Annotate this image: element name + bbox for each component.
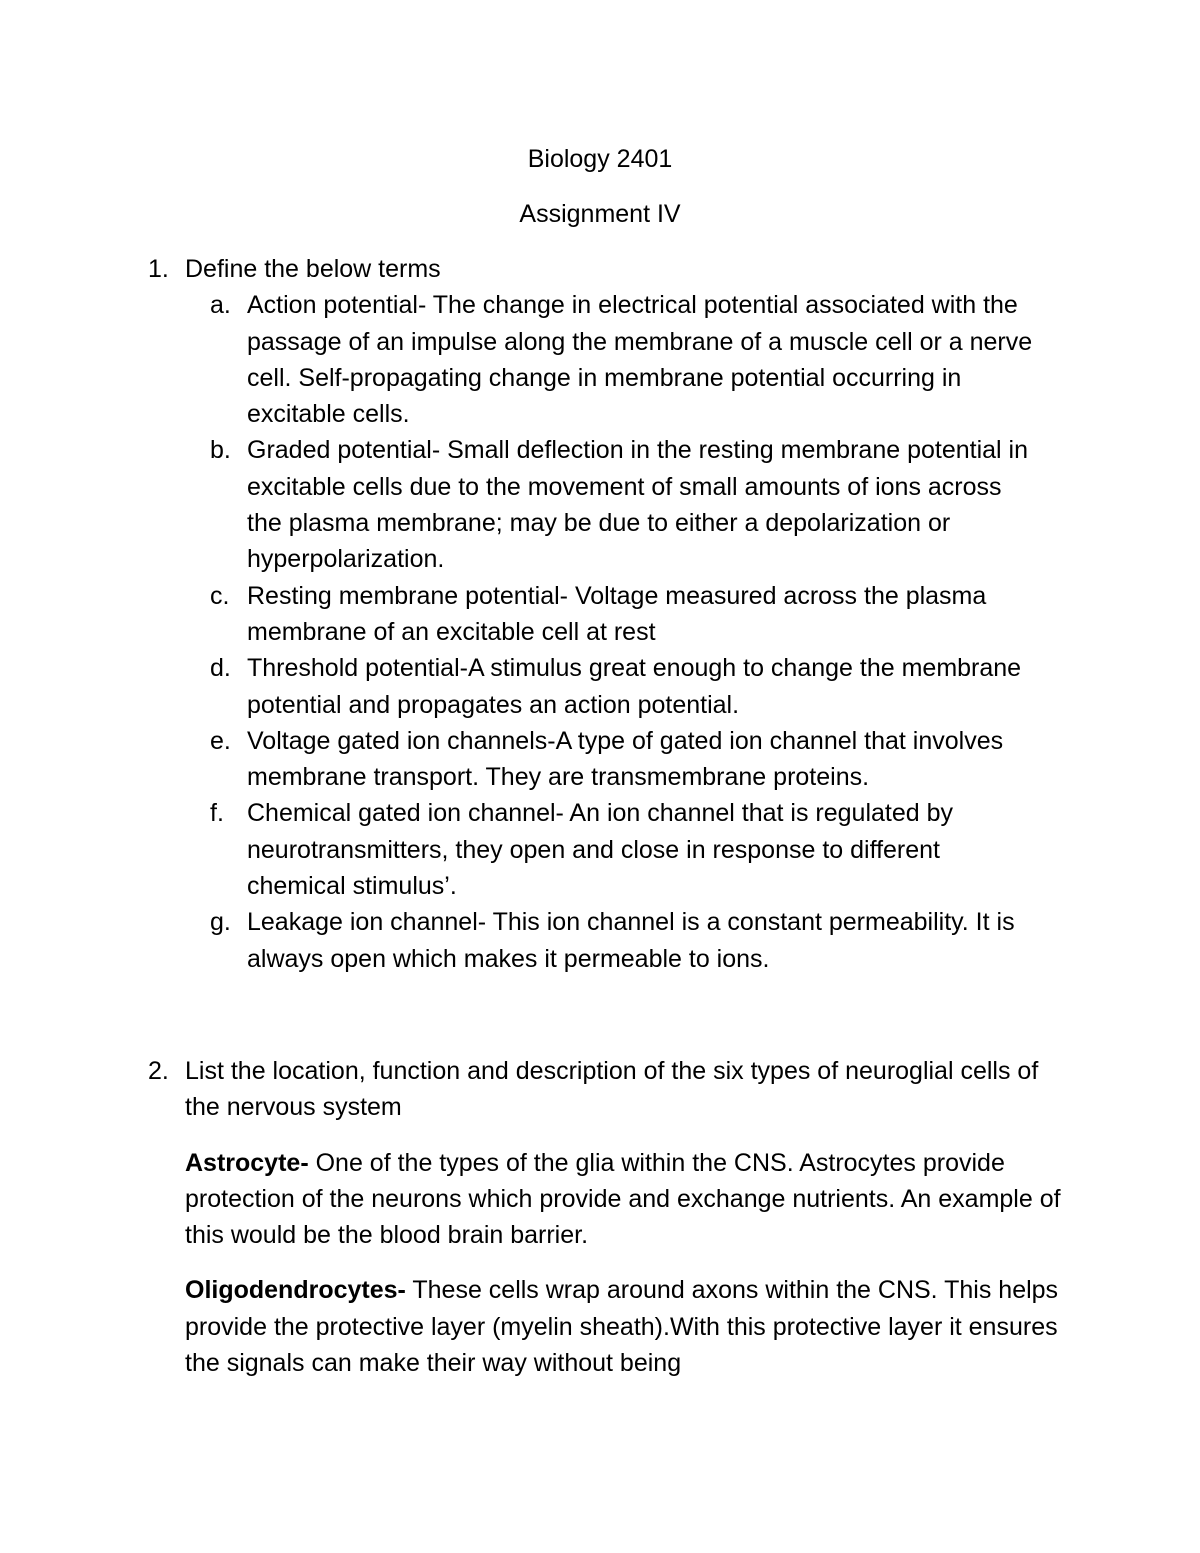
item-text: Voltage gated ion channels-A type of gated ion channel that involves membrane transport. They are transmembrane proteins. — [247, 726, 1004, 792]
item-letter: e. — [210, 726, 231, 755]
cell-text: One of the types of the glia within the CNS. Astrocytes provide protection of the neurons which provide and exchange nutrients. An example of this would be the blood brain barrier. — [185, 1148, 1061, 1250]
item-letter: a. — [210, 291, 231, 320]
cell-description-astrocyte — [185, 1145, 1065, 1254]
question-2 — [148, 1053, 1068, 1381]
definition-list — [148, 287, 1068, 977]
assignment-title: Assignment IV — [519, 200, 681, 228]
definition-item — [210, 578, 1037, 651]
question-text: List the location, function and description of the six types of neuroglial cells of the nervous system — [185, 1057, 1039, 1122]
item-text: Threshold potential-A stimulus great enough to change the membrane potential and propagates an action potential. — [247, 654, 1022, 719]
cell-term: Oligodendrocytes- — [185, 1276, 406, 1305]
definition-item — [210, 904, 1037, 977]
question-text: Define the below terms — [185, 255, 441, 283]
item-text: Chemical gated ion channel- An ion channel that is regulated by neurotransmitters, they open and close in response to different chemical stimulus’. — [247, 799, 954, 901]
cell-text: These cells wrap around axons within the CNS. This helps provide the protective layer (myelin sheath).With this protective layer it ensures the signals can make their way without being — [185, 1276, 1059, 1378]
item-letter: g. — [210, 908, 231, 937]
item-text: Leakage ion channel- This ion channel is a constant permeability. It is always open which makes it permeable to ions. — [247, 908, 1015, 973]
item-letter: b. — [210, 436, 231, 465]
definition-item — [210, 723, 1037, 796]
question-number: 2. — [148, 1057, 169, 1085]
item-letter: c. — [210, 581, 230, 610]
course-title: Biology 2401 — [527, 145, 673, 173]
question-1 — [148, 251, 1068, 977]
item-letter: d. — [210, 654, 231, 683]
definition-item — [210, 287, 1037, 432]
definition-item — [210, 795, 1037, 904]
item-text: Graded potential- Small deflection in the resting membrane potential in excitable cells due to the movement of small amounts of ions across the plasma membrane; may be due to either a depolarization or hyperpolarization. — [247, 436, 1028, 574]
item-text: Action potential- The change in electrical potential associated with the passage of an impulse along the membrane of a muscle cell or a nerve cell. Self-propagating change in membrane potential occurring in excitable cells. — [247, 291, 1033, 429]
cell-term: Astrocyte- — [185, 1148, 309, 1177]
definition-item — [210, 432, 1037, 577]
item-letter: f. — [210, 799, 224, 828]
definition-item — [210, 650, 1037, 723]
item-text: Resting membrane potential- Voltage measured across the plasma membrane of an excitable cell at rest — [247, 581, 987, 646]
cell-description-oligodendrocytes — [185, 1272, 1065, 1381]
question-number: 1. — [148, 255, 169, 283]
